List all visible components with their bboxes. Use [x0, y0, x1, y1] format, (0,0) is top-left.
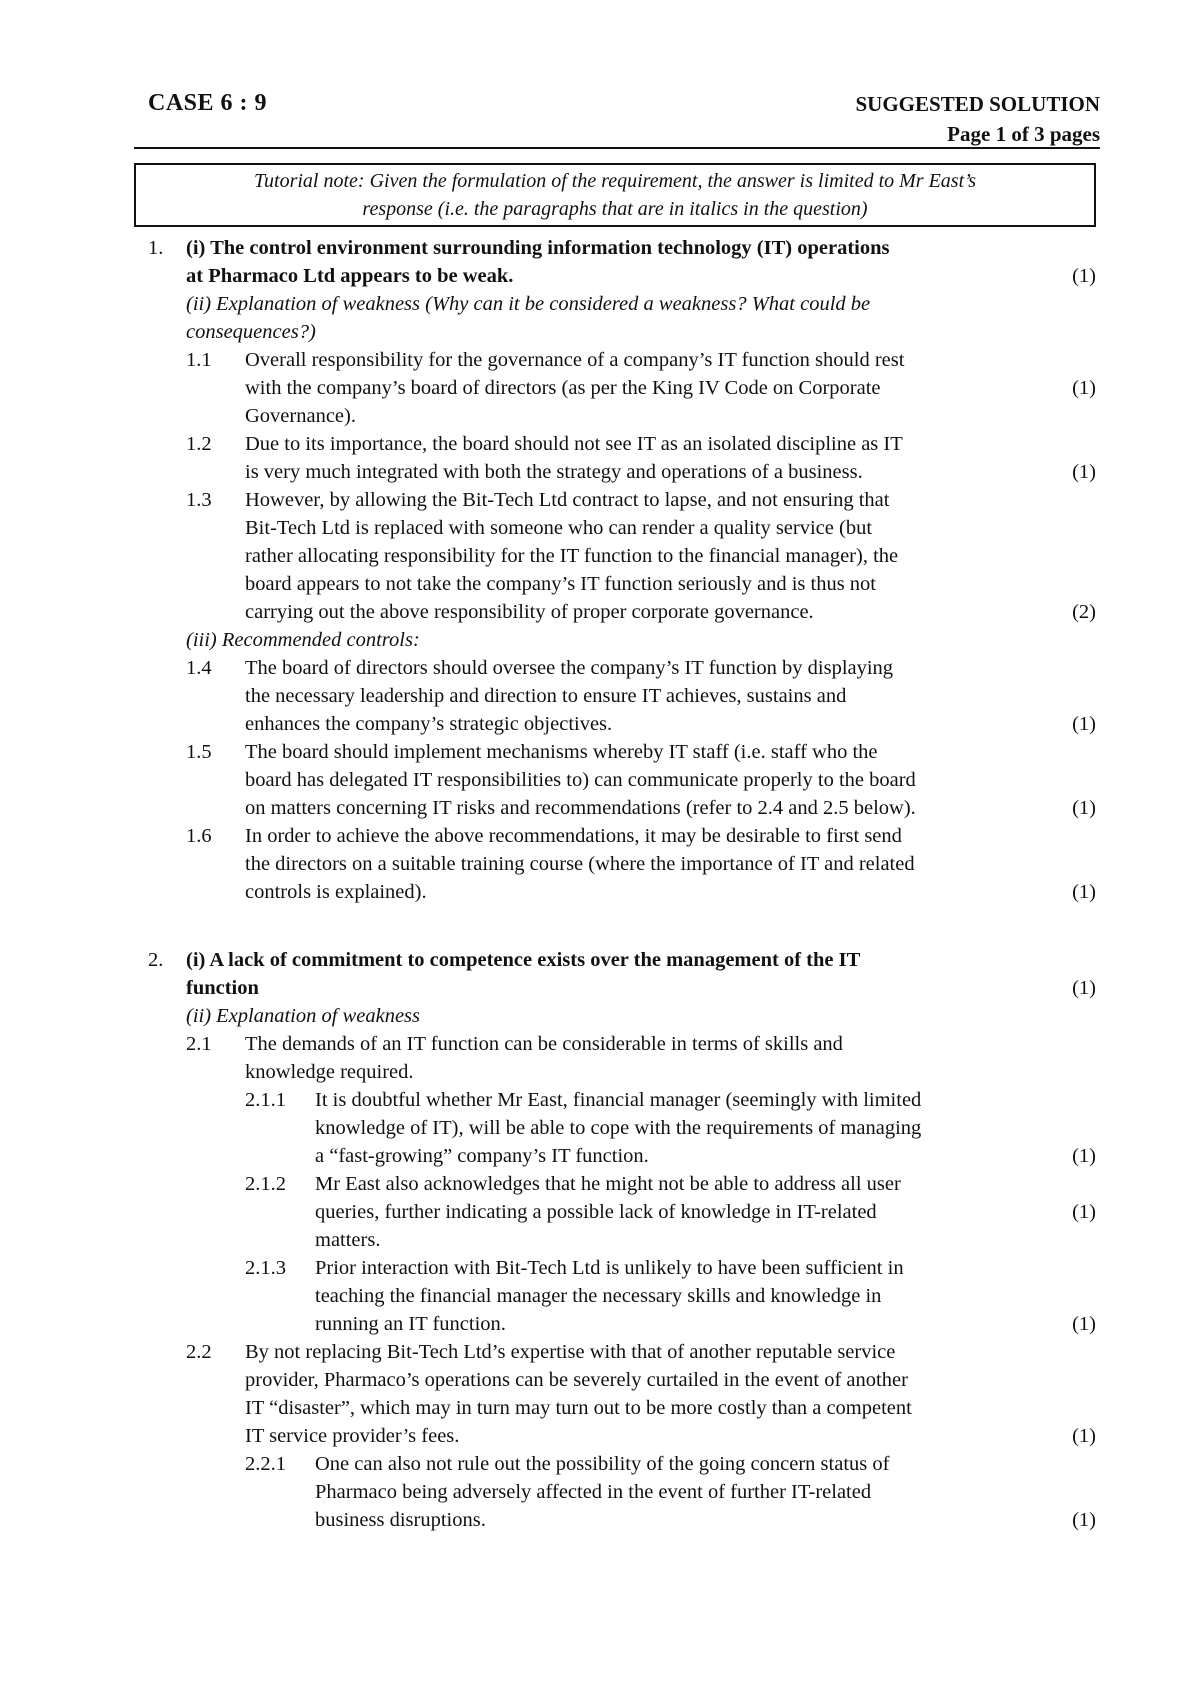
question-heading: (i) A lack of commitment to competence exists over the management of the IT	[186, 949, 861, 971]
paragraph-line: Overall responsibility for the governance of a company’s IT function should rest	[245, 349, 905, 371]
paragraph-line: queries, further indicating a possible lack of knowledge in IT-related	[315, 1201, 877, 1223]
paragraph-line: The board should implement mechanisms whereby IT staff (i.e. staff who the	[245, 741, 878, 763]
paragraph-line: is very much integrated with both the strategy and operations of a business.	[245, 461, 863, 483]
mark: (1)	[1072, 1145, 1096, 1167]
mark: (1)	[1072, 461, 1096, 483]
paragraph-line: The demands of an IT function can be considerable in terms of skills and	[245, 1033, 843, 1055]
paragraph-number: 1.1	[186, 349, 212, 371]
paragraph-number: 2.1.3	[245, 1257, 286, 1279]
mark: (1)	[1072, 377, 1096, 399]
paragraph-line: on matters concerning IT risks and recommendations (refer to 2.4 and 2.5 below).	[245, 797, 916, 819]
explanation-heading: consequences?)	[186, 321, 316, 343]
paragraph-line: board has delegated IT responsibilities to) can communicate properly to the board	[245, 769, 916, 791]
explanation-heading: (ii) Explanation of weakness (Why can it be considered a weakness? What could be	[186, 293, 871, 315]
paragraph-line: business disruptions.	[315, 1509, 486, 1531]
mark: (1)	[1072, 1313, 1096, 1335]
paragraph-line: Mr East also acknowledges that he might not be able to address all user	[315, 1173, 901, 1195]
paragraph-line: By not replacing Bit-Tech Ltd’s expertise with that of another reputable service	[245, 1341, 896, 1363]
paragraph-line: Due to its importance, the board should not see IT as an isolated discipline as IT	[245, 433, 903, 455]
mark: (2)	[1072, 601, 1096, 623]
question-number: 1.	[148, 237, 164, 259]
paragraph-line: with the company’s board of directors (as per the King IV Code on Corporate	[245, 377, 881, 399]
paragraph-number: 2.2	[186, 1341, 212, 1363]
question-heading: at Pharmaco Ltd appears to be weak.	[186, 265, 514, 287]
question-heading: (i) The control environment surrounding information technology (IT) operations	[186, 237, 890, 259]
paragraph-number: 2.2.1	[245, 1453, 286, 1475]
tutorial-note-line: response (i.e. the paragraphs that are in italics in the question)	[362, 198, 868, 220]
header-divider	[134, 147, 1100, 149]
mark: (1)	[1072, 977, 1096, 999]
recommendations-heading: (iii) Recommended controls:	[186, 629, 420, 651]
page-number: Page 1 of 3 pages	[947, 122, 1100, 146]
paragraph-line: knowledge of IT), will be able to cope with the requirements of managing	[315, 1117, 922, 1139]
question-number: 2.	[148, 949, 164, 971]
paragraph-number: 1.4	[186, 657, 212, 679]
paragraph-line: a “fast-growing” company’s IT function.	[315, 1145, 649, 1167]
question-heading: function	[186, 977, 259, 999]
paragraph-line: running an IT function.	[315, 1313, 506, 1335]
paragraph-line: The board of directors should oversee the company’s IT function by displaying	[245, 657, 894, 679]
solution-heading: SUGGESTED SOLUTION	[855, 92, 1100, 116]
paragraph-number: 2.1.2	[245, 1173, 286, 1195]
paragraph-number: 1.6	[186, 825, 212, 847]
paragraph-number: 1.2	[186, 433, 212, 455]
mark: (1)	[1072, 797, 1096, 819]
paragraph-line: the directors on a suitable training course (where the importance of IT and related	[245, 853, 915, 875]
mark: (1)	[1072, 1425, 1096, 1447]
mark: (1)	[1072, 265, 1096, 287]
paragraph-line: controls is explained).	[245, 881, 427, 903]
paragraph-line: Prior interaction with Bit-Tech Ltd is unlikely to have been sufficient in	[315, 1257, 904, 1279]
paragraph-line: enhances the company’s strategic objectives.	[245, 713, 613, 735]
paragraph-line: provider, Pharmaco’s operations can be severely curtailed in the event of another	[245, 1369, 908, 1391]
paragraph-number: 2.1.1	[245, 1089, 286, 1111]
paragraph-line: IT “disaster”, which may in turn may turn out to be more costly than a competent	[245, 1397, 912, 1419]
case-number: CASE 6 : 9	[148, 90, 268, 116]
paragraph-line: rather allocating responsibility for the IT function to the financial manager), the	[245, 545, 899, 567]
paragraph-line: Bit-Tech Ltd is replaced with someone who can render a quality service (but	[245, 517, 873, 539]
paragraph-line: the necessary leadership and direction to ensure IT achieves, sustains and	[245, 685, 847, 707]
paragraph-line: In order to achieve the above recommendations, it may be desirable to first send	[245, 825, 902, 847]
mark: (1)	[1072, 1201, 1096, 1223]
paragraph-line: IT service provider’s fees.	[245, 1425, 460, 1447]
explanation-heading: (ii) Explanation of weakness	[186, 1005, 420, 1027]
paragraph-line: teaching the financial manager the necessary skills and knowledge in	[315, 1285, 882, 1307]
mark: (1)	[1072, 1509, 1096, 1531]
mark: (1)	[1072, 881, 1096, 903]
paragraph-line: However, by allowing the Bit-Tech Ltd contract to lapse, and not ensuring that	[245, 489, 890, 511]
paragraph-line: carrying out the above responsibility of proper corporate governance.	[245, 601, 814, 623]
paragraph-line: It is doubtful whether Mr East, financial manager (seemingly with limited	[315, 1089, 922, 1111]
paragraph-line: Governance).	[245, 405, 356, 427]
paragraph-line: board appears to not take the company’s IT function seriously and is thus not	[245, 573, 877, 595]
paragraph-line: One can also not rule out the possibility of the going concern status of	[315, 1453, 890, 1475]
tutorial-note-line: Tutorial note: Given the formulation of the requirement, the answer is limited to Mr East’s	[254, 170, 976, 192]
tutorial-note-box	[134, 163, 1096, 227]
paragraph-number: 1.3	[186, 489, 212, 511]
paragraph-line: matters.	[315, 1229, 381, 1251]
paragraph-line: knowledge required.	[245, 1061, 414, 1083]
paragraph-line: Pharmaco being adversely affected in the event of further IT-related	[315, 1481, 872, 1503]
paragraph-number: 2.1	[186, 1033, 212, 1055]
mark: (1)	[1072, 713, 1096, 735]
paragraph-number: 1.5	[186, 741, 212, 763]
